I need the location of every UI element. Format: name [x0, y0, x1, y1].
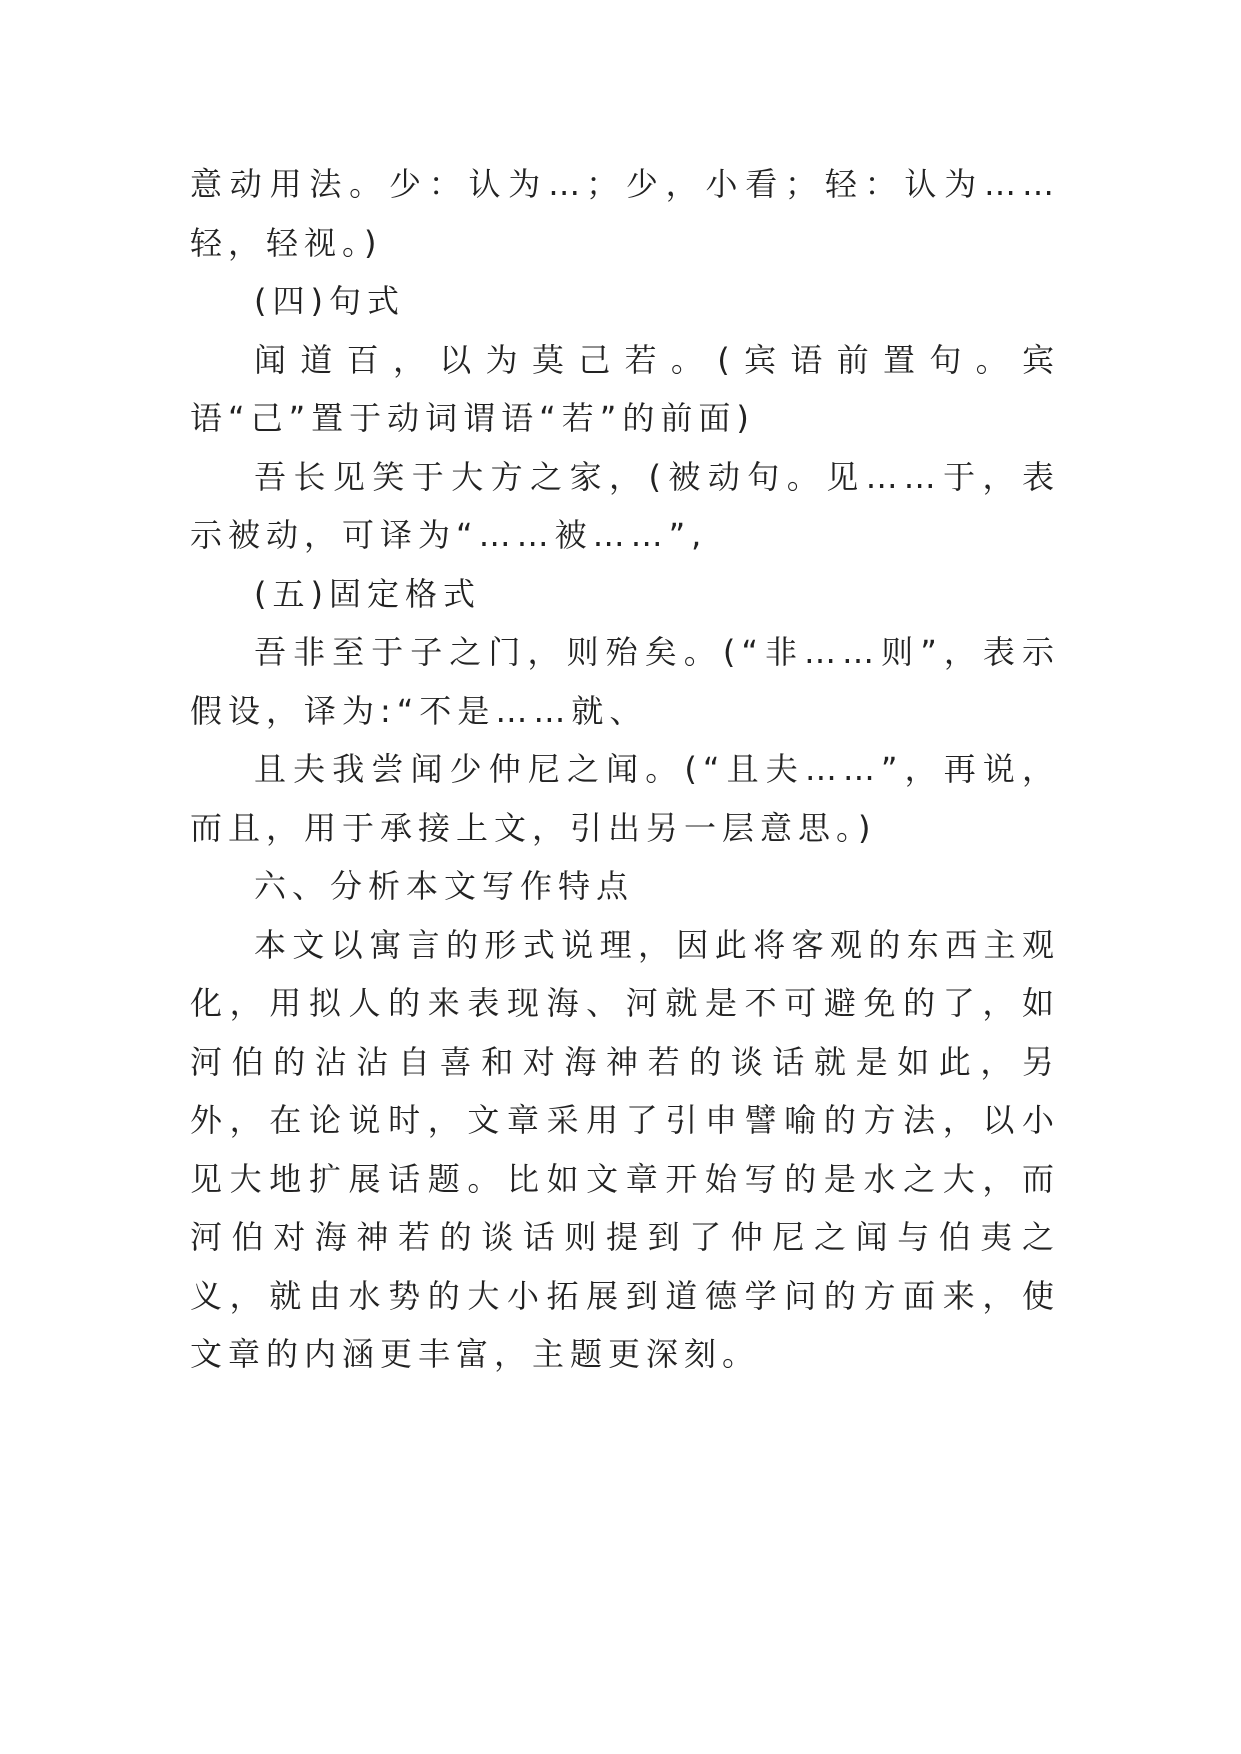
- document-body: [190, 155, 1060, 1384]
- paragraph-continuation: 意动用法。少：认为…；少，小看；轻：认为……轻，轻视。): [190, 165, 1060, 262]
- paragraph-hypothesis: 吾非至于子之门，则殆矣。(“非……则”，表示假设，译为:“不是……就、: [190, 633, 1060, 730]
- section-heading-sentence-patterns: (四)句式: [254, 282, 405, 320]
- paragraph-passive-sentence: 吾长见笑于大方之家，(被动句。见……于，表示被动，可译为“……被……”,: [190, 457, 1060, 554]
- paragraph-writing-analysis: 本文以寓言的形式说理，因此将客观的东西主观化，用拟人的来表现海、河就是不可避免的了，如河伯的沾沾自喜和对海神若的谈话就是如此，另外，在论说时，文章采用了引申譬喻的方法，以小见大地扩展话题。比如文章开始写的是水之大，而河伯对海神若的谈话则提到了仲尼之闻与伯夷之义，就由水势的大小拓展到道德学问的方面来，使文章的内涵更丰富，主题更深刻。: [190, 925, 1060, 1373]
- section-heading-writing-features: 六、分析本文写作特点: [254, 867, 635, 905]
- paragraph-object-preposing: 闻道百，以为莫己若。(宾语前置句。宾语“己”置于动词谓语“若”的前面): [190, 340, 1060, 437]
- paragraph-qiefu: 且夫我尝闻少仲尼之闻。(“且夫……”，再说，而且，用于承接上文，引出另一层意思。): [190, 750, 1060, 847]
- section-heading-fixed-format: (五)固定格式: [254, 574, 481, 613]
